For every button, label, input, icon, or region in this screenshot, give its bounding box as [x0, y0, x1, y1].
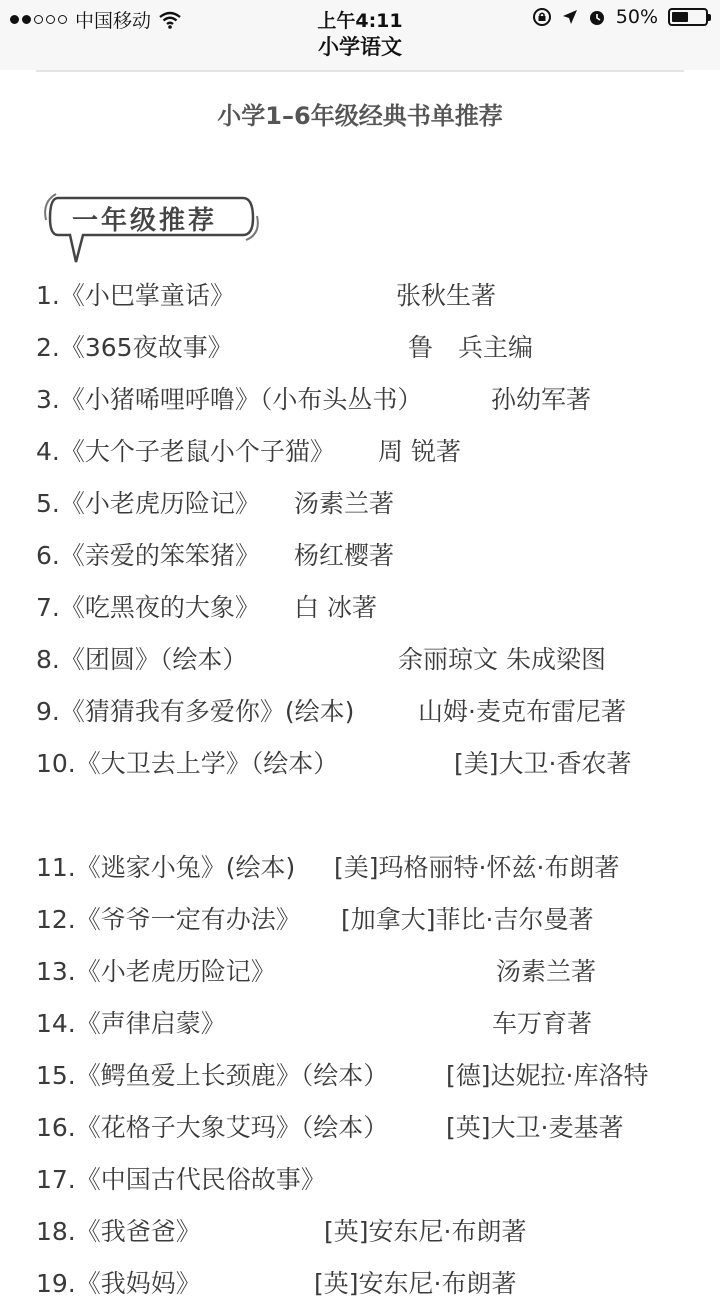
- book-number: 10.: [36, 749, 76, 778]
- book-item: [36, 744, 632, 784]
- book-item: [36, 484, 395, 524]
- rotation-lock-icon: [532, 7, 552, 27]
- book-item: [36, 380, 592, 420]
- article-title: 小学1–6年级经典书单推荐: [217, 102, 503, 130]
- book-author: [美]玛格丽特·怀兹·布朗著: [334, 853, 620, 882]
- book-title: 《爷爷一定有办法》: [75, 905, 301, 934]
- book-author: 杨红樱著: [294, 541, 395, 570]
- book-author: 山姆·麦克布雷尼著: [418, 697, 626, 726]
- book-number: 5.: [36, 489, 60, 518]
- book-title: 《团圆》（绘本）: [59, 645, 248, 674]
- book-item: [36, 1212, 527, 1252]
- battery-icon: [668, 8, 708, 26]
- book-title: 《大个子老鼠小个子猫》: [59, 437, 335, 466]
- book-item: [36, 328, 534, 368]
- book-title: 《亲爱的笨笨猪》: [59, 541, 260, 570]
- book-title: 《小猪唏哩呼噜》（小布头丛书）: [59, 385, 423, 414]
- book-title: 《小老虎历险记》: [75, 957, 276, 986]
- book-title: 《猜猜我有多爱你》(绘本): [59, 697, 355, 726]
- book-item: [36, 640, 606, 680]
- book-author: [加拿大]菲比·吉尔曼著: [341, 905, 594, 934]
- book-author: [英]大卫·麦基著: [446, 1113, 624, 1142]
- book-title: 《我妈妈》: [75, 1269, 201, 1298]
- book-item: [36, 1004, 593, 1044]
- alarm-icon: [588, 8, 606, 26]
- section-badge-label: 一年级推荐: [72, 206, 218, 236]
- battery-level: [672, 12, 688, 22]
- book-item: [36, 1160, 326, 1200]
- book-number: 2.: [36, 333, 60, 362]
- location-arrow-icon: [562, 9, 578, 25]
- book-author: 鲁 兵主编: [408, 333, 534, 362]
- book-title: 《小老虎历险记》: [59, 489, 260, 518]
- book-number: 17.: [36, 1165, 76, 1194]
- book-title: 《鳄鱼爱上长颈鹿》（绘本）: [75, 1061, 389, 1090]
- book-item: [36, 536, 395, 576]
- book-number: 15.: [36, 1061, 76, 1090]
- status-right: [532, 6, 708, 28]
- book-item: [36, 1108, 624, 1148]
- book-number: 6.: [36, 541, 60, 570]
- nav-title: 小学语文: [318, 35, 402, 59]
- book-title: 《声律启蒙》: [75, 1009, 226, 1038]
- book-number: 8.: [36, 645, 60, 674]
- book-title: 《365夜故事》: [59, 333, 233, 362]
- book-title: 《花格子大象艾玛》（绘本）: [75, 1113, 389, 1142]
- book-number: 19.: [36, 1269, 76, 1298]
- nav-bar: [0, 36, 720, 70]
- book-number: 16.: [36, 1113, 76, 1142]
- book-item: [36, 692, 626, 732]
- book-author: 白 冰著: [294, 593, 377, 622]
- status-time: 上午4:11: [317, 10, 403, 32]
- book-number: 18.: [36, 1217, 76, 1246]
- book-number: 13.: [36, 957, 76, 986]
- battery-percent: 50%: [615, 6, 658, 28]
- book-author: 周 锐著: [378, 437, 461, 466]
- carrier-label: 中国移动: [75, 10, 152, 32]
- book-author: 汤素兰著: [496, 957, 597, 986]
- book-number: 14.: [36, 1009, 76, 1038]
- status-bar: [0, 0, 720, 36]
- book-item: [36, 848, 620, 888]
- book-author: 张秋生著: [396, 281, 497, 310]
- book-number: 1.: [36, 281, 60, 310]
- book-item: [36, 432, 461, 472]
- book-author: [德]达妮拉·库洛特: [446, 1061, 649, 1090]
- book-title: 《大卫去上学》（绘本）: [75, 749, 339, 778]
- book-author: [美]大卫·香农著: [454, 749, 632, 778]
- book-title: 《中国古代民俗故事》: [75, 1165, 326, 1194]
- nav-divider: [36, 70, 684, 72]
- book-title: 《小巴掌童话》: [59, 281, 235, 310]
- book-item: [36, 1056, 649, 1096]
- book-item: [36, 276, 497, 316]
- book-item: [36, 900, 594, 940]
- book-number: 7.: [36, 593, 60, 622]
- book-author: [英]安东尼·布朗著: [314, 1269, 517, 1298]
- book-title: 《吃黑夜的大象》: [59, 593, 260, 622]
- book-author: 余丽琼文 朱成梁图: [398, 645, 606, 674]
- book-author: 车万育著: [492, 1009, 593, 1038]
- book-author: [英]安东尼·布朗著: [324, 1217, 527, 1246]
- book-item: [36, 952, 597, 992]
- book-item: [36, 1264, 517, 1304]
- book-item: [36, 588, 377, 628]
- book-number: 9.: [36, 697, 60, 726]
- book-number: 12.: [36, 905, 76, 934]
- book-number: 11.: [36, 853, 76, 882]
- book-author: 孙幼军著: [491, 385, 592, 414]
- book-title: 《逃家小兔》(绘本): [75, 853, 296, 882]
- book-number: 3.: [36, 385, 60, 414]
- book-number: 4.: [36, 437, 60, 466]
- book-title: 《我爸爸》: [75, 1217, 201, 1246]
- book-author: 汤素兰著: [294, 489, 395, 518]
